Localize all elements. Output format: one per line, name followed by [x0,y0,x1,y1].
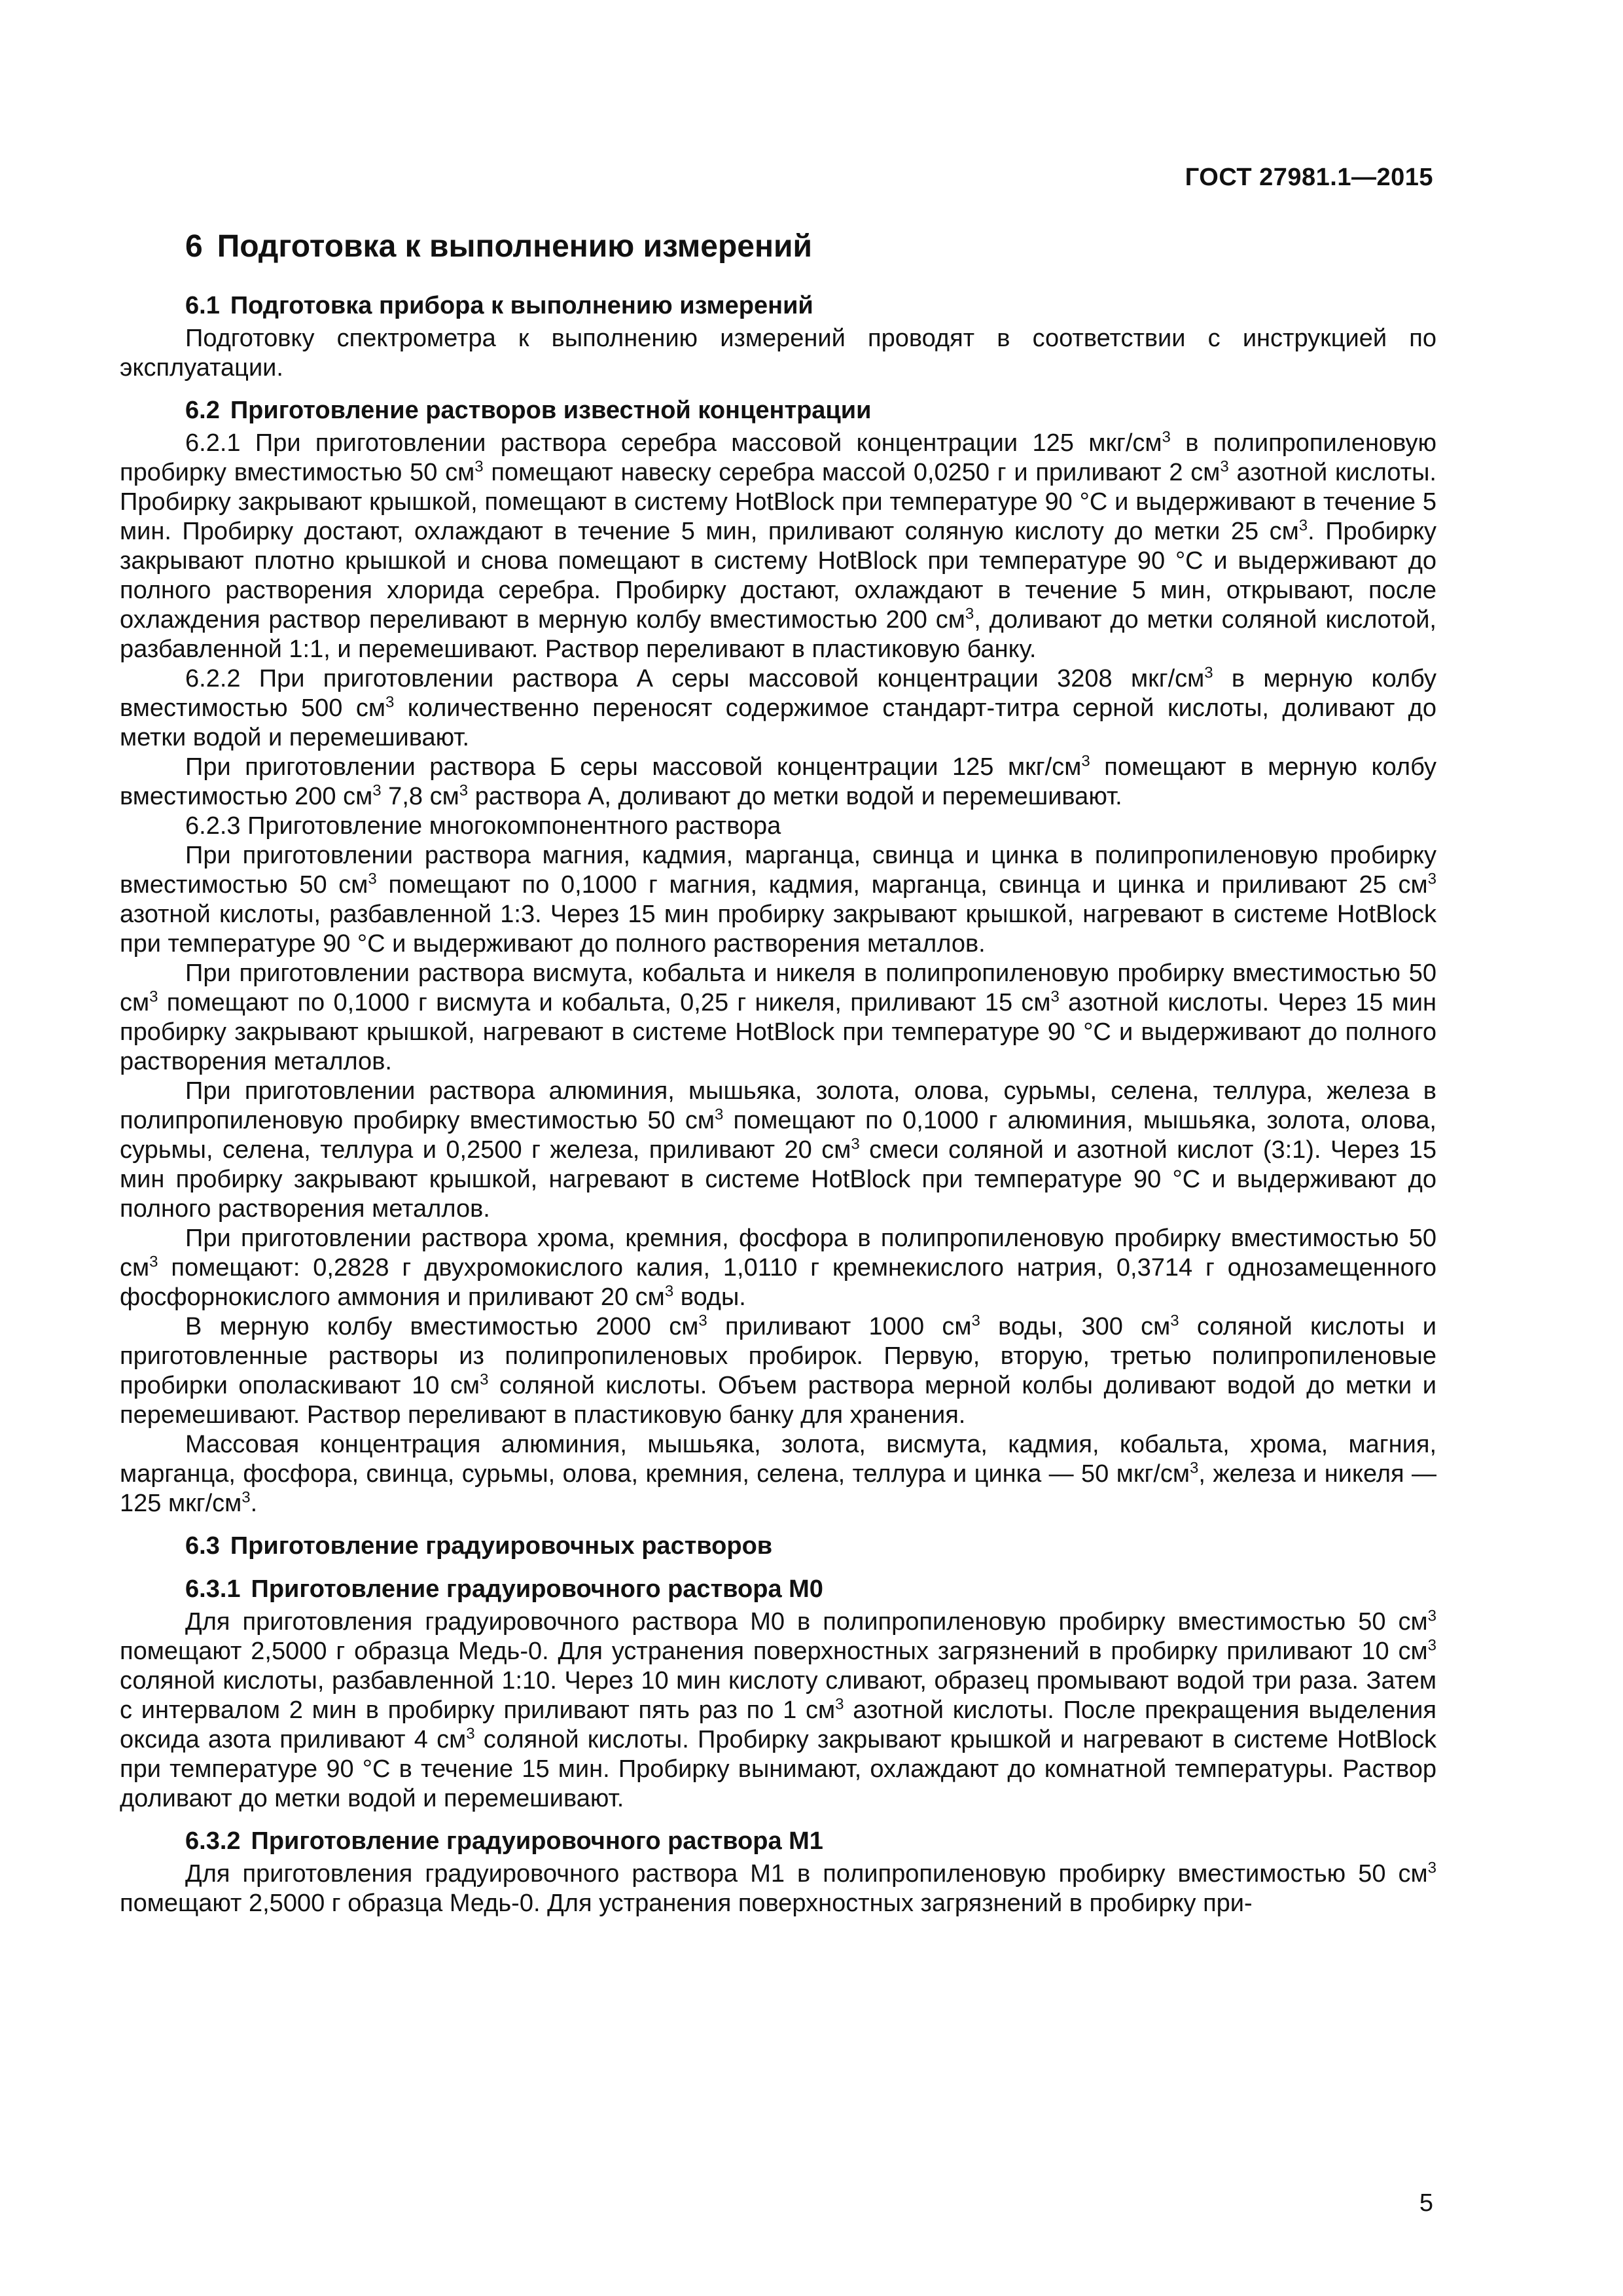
subsection-number: 6.2 [185,397,220,424]
subsection-number: 6.1 [185,292,220,319]
paragraph: При приготовлении раствора Б серы массовой концентрации 125 мкг/$см^3$ помещают в мерную колбу вместимостью 200 $см^3$ 7,8 $см^3$ раствора А, доливают до метки водой и перемешивают. [120,752,1436,810]
paragraph: Для приготовления градуировочного раствора М0 в полипропиленовую пробирку вместимостью 50 $см^3$ помещают 2,5000 г образца Медь-0. Для устранения поверхностных загрязнений в пробирку приливают 10 $см^3$ соляной кислоты, разбавленной 1:10. Через 10 мин кислоту сливают, образец промывают водой три раза. Затем с интервалом 2 мин в пробирку приливают пять раз по 1 $см^3$ азотной кислоты. После прекращения выделения оксида азота приливают 4 $см^3$ соляной кислоты. Пробирку закрывают крышкой и нагревают в системе HotBlock при температуре 90 °С в течение 15 мин. Пробирку вынимают, охлаждают до комнатной температуры. Раствор доливают до метки водой и перемешивают. [120,1607,1436,1812]
subsection-heading-6-3-1 [185,1573,1436,1605]
paragraph: 6.2.2 При приготовлении раствора А серы массовой концентрации 3208 мкг/$см^3$ в мерную колбу вместимостью 500 $см^3$ количественно переносят содержимое стандарт-титра серной кислоты, доливают до метки водой и перемешивают. [120,664,1436,751]
document-code-header: ГОСТ 27981.1—2015 [1185,164,1433,191]
paragraph: В мерную колбу вместимостью 2000 $см^3$ приливают 1000 $см^3$ воды, 300 $см^3$ соляной кислоты и приготовленные растворы из полипропиленовых пробирок. Первую, вторую, третью полипропиленовые пробирки ополаскивают 10 $см^3$ соляной кислоты. Объем раствора мерной колбы доливают водой до метки и перемешивают. Раствор переливают в пластиковую банку для хранения. [120,1312,1436,1429]
section-title: Подготовка к выполнению измерений [217,229,812,264]
paragraph: При приготовлении раствора алюминия, мышьяка, золота, олова, сурьмы, селена, теллура, железа в полипропиленовую пробирку вместимостью 50 $см^3$ помещают по 0,1000 г алюминия, мышьяка, золота, олова, сурьмы, селена, теллура и 0,2500 г железа, приливают 20 $см^3$ смеси соляной и азотной кислот (3:1). Через 15 мин пробирку закрывают крышкой, нагревают в системе HotBlock при температуре 90 °С и выдерживают до полного растворения металлов. [120,1077,1436,1223]
paragraph: При приготовлении раствора магния, кадмия, марганца, свинца и цинка в полипропиленовую пробирку вместимостью 50 $см^3$ помещают по 0,1000 г магния, кадмия, марганца, свинца и цинка и приливают 25 $см^3$ азотной кислоты, разбавленной 1:3. Через 15 мин пробирку закрывают крышкой, нагревают в системе HotBlock при температуре 90 °С и выдерживают до полного растворения металлов. [120,842,1436,958]
subsection-heading-6-3 [185,1530,1436,1562]
subsection-number: 6.3 [185,1532,220,1560]
paragraph: При приготовлении раствора хрома, кремния, фосфора в полипропиленовую пробирку вместимостью 50 $см^3$ помещают: 0,2828 г двухромокислого калия, 1,0110 г кремнекислого натрия, 0,3714 г однозамещенного фосфорнокислого аммония и приливают 20 $см^3$ воды. [120,1225,1436,1311]
subsection-heading-6-2 [185,395,1436,426]
page-content [120,226,1436,1918]
paragraph: Подготовку спектрометра к выполнению измерений проводят в соответствии с инструкцией по эксплуатации. [120,325,1436,382]
subsection-heading-6-1 [185,290,1436,321]
subsection-title: Подготовка прибора к выполнению измерений [230,292,813,319]
subsection-number: 6.3.2 [185,1827,241,1855]
paragraph: 6.2.1 При приготовлении раствора серебра массовой концентрации 125 мкг/$см^3$ в полипропиленовую пробирку вместимостью 50 $см^3$ помещают навеску серебра массой 0,0250 г и приливают 2 $см^3$ азотной кислоты. Пробирку закрывают крышкой, помещают в систему HotBlock при температуре 90 °С и выдерживают в течение 5 мин. Пробирку достают, охлаждают в течение 5 мин, приливают соляную кислоту до метки 25 $см^3$. Пробирку закрывают плотно крышкой и снова помещают в систему HotBlock при температуре 90 °С и выдерживают до полного растворения хлорида серебра. Пробирку достают, охлаждают в течение 5 мин, открывают, после охлаждения раствор переливают в мерную колбу вместимостью 200 $см^3$, доливают до метки соляной кислотой, разбавленной 1:1, и перемешивают. Раствор переливают в пластиковую банку. [120,428,1436,663]
subsection-title: Приготовление растворов известной концентрации [230,397,872,424]
section-heading-6 [185,226,1436,268]
paragraph: При приготовлении раствора висмута, кобальта и никеля в полипропиленовую пробирку вместимостью 50 $см^3$ помещают по 0,1000 г висмута и кобальта, 0,25 г никеля, приливают 15 $см^3$ азотной кислоты. Через 15 мин пробирку закрывают крышкой, нагревают в системе HotBlock при температуре 90 °С и выдерживают до полного растворения металлов. [120,960,1436,1075]
paragraph: Массовая концентрация алюминия, мышьяка, золота, висмута, кадмия, кобальта, хрома, магния, марганца, фосфора, свинца, сурьмы, олова, кремния, селена, теллура и цинка — 50 мкг/$см^3$, железа и никеля — 125 мкг/$см^3$. [120,1431,1436,1517]
paragraph: 6.2.3 Приготовление многокомпонентного раствора [185,812,781,840]
subsection-title: Приготовление градуировочного раствора М0 [251,1575,823,1603]
subsection-title: Приготовление градуировочных растворов [230,1532,773,1560]
paragraph: Для приготовления градуировочного раствора М1 в полипропиленовую пробирку вместимостью 50 $см^3$ помещают 2,5000 г образца Медь-0. Для устранения поверхностных загрязнений в пробирку при- [120,1859,1436,1917]
subsection-title: Приготовление градуировочного раствора М1 [251,1827,823,1855]
section-number: 6 [185,229,203,264]
subsection-heading-6-3-2 [185,1825,1436,1857]
page-number: 5 [1419,2189,1433,2217]
subsection-number: 6.3.1 [185,1575,241,1603]
